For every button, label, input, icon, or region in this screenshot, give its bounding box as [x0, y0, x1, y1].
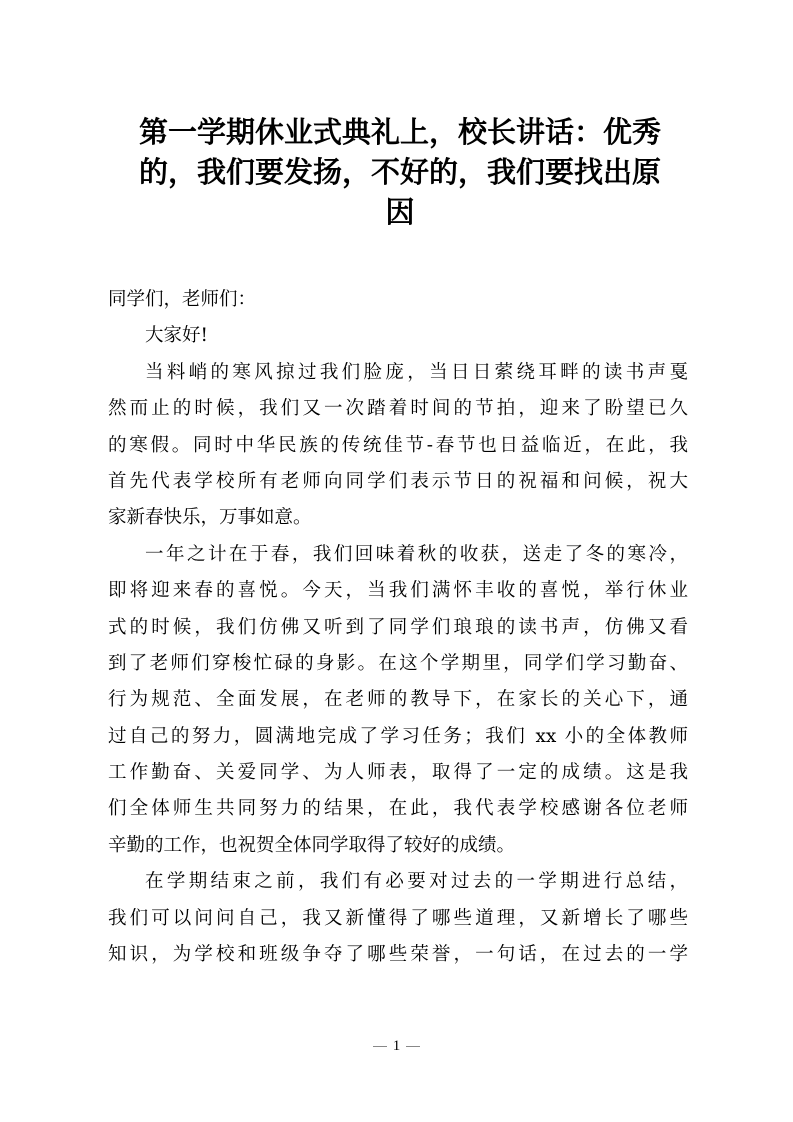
footer-dash-right: [406, 1046, 420, 1047]
paragraph-line: 们全体师生共同努力的结果，在此，我代表学校感谢各位老师: [108, 798, 688, 820]
page-number: 1: [392, 1038, 401, 1054]
title-line-2: 的，我们要发扬，不好的，我们要找出原: [138, 155, 661, 189]
paragraph-line: 在学期结束之前，我们有必要对过去的一学期进行总结，: [145, 871, 688, 893]
paragraph-line: 辛勤的工作，也祝贺全体同学取得了较好的成绩。: [108, 834, 516, 856]
page-footer: [0, 1038, 793, 1055]
title-line-1: 第一学期休业式典礼上，校长讲话：优秀: [138, 115, 661, 149]
footer-dash-left: [373, 1046, 387, 1047]
paragraph-line: 然而止的时候，我们又一次踏着时间的节拍，迎来了盼望已久: [108, 398, 688, 420]
paragraph-line: 工作勤奋、关爱同学、为人师表，取得了一定的成绩。这是我: [108, 762, 688, 784]
paragraph-line: 我们可以问问自己，我又新懂得了哪些道理，又新增长了哪些: [108, 907, 688, 929]
paragraph-line: 首先代表学校所有老师向同学们表示节日的祝福和问候，祝大: [108, 470, 688, 492]
title-line-3: 因: [385, 195, 415, 229]
paragraph-line: 一年之计在于春，我们回味着秋的收获，送走了冬的寒冷，: [145, 543, 688, 565]
paragraph-line: 当料峭的寒风掠过我们脸庞，当日日萦绕耳畔的读书声戛: [145, 361, 688, 383]
paragraph-line: 家新春快乐，万事如意。: [108, 507, 312, 529]
paragraph-line: 即将迎来春的喜悦。今天，当我们满怀丰收的喜悦，举行休业: [108, 580, 688, 602]
greeting: 大家好!: [145, 325, 208, 347]
paragraph-line: 知识，为学校和班级争夺了哪些荣誉，一句话，在过去的一学: [108, 944, 688, 966]
paragraph-line: 行为规范、全面发展，在老师的教导下，在家长的关心下，通: [108, 689, 688, 711]
document-title: [100, 112, 700, 232]
document-body: [108, 282, 688, 973]
salutation: 同学们，老师们：: [108, 289, 257, 310]
paragraph-line: 到了老师们穿梭忙碌的身影。在这个学期里，同学们学习勤奋、: [108, 652, 688, 674]
paragraph-3: [108, 864, 688, 973]
paragraph-line: 式的时候，我们仿佛又听到了同学们琅琅的读书声，仿佛又看: [108, 616, 688, 638]
paragraph-2: [108, 537, 688, 865]
paragraph-line: 的寒假。同时中华民族的传统佳节-春节也日益临近，在此，我: [108, 434, 688, 456]
paragraph-1: [108, 355, 688, 537]
paragraph-line: 过自己的努力，圆满地完成了学习任务；我们 xx 小的全体教师: [108, 725, 688, 747]
